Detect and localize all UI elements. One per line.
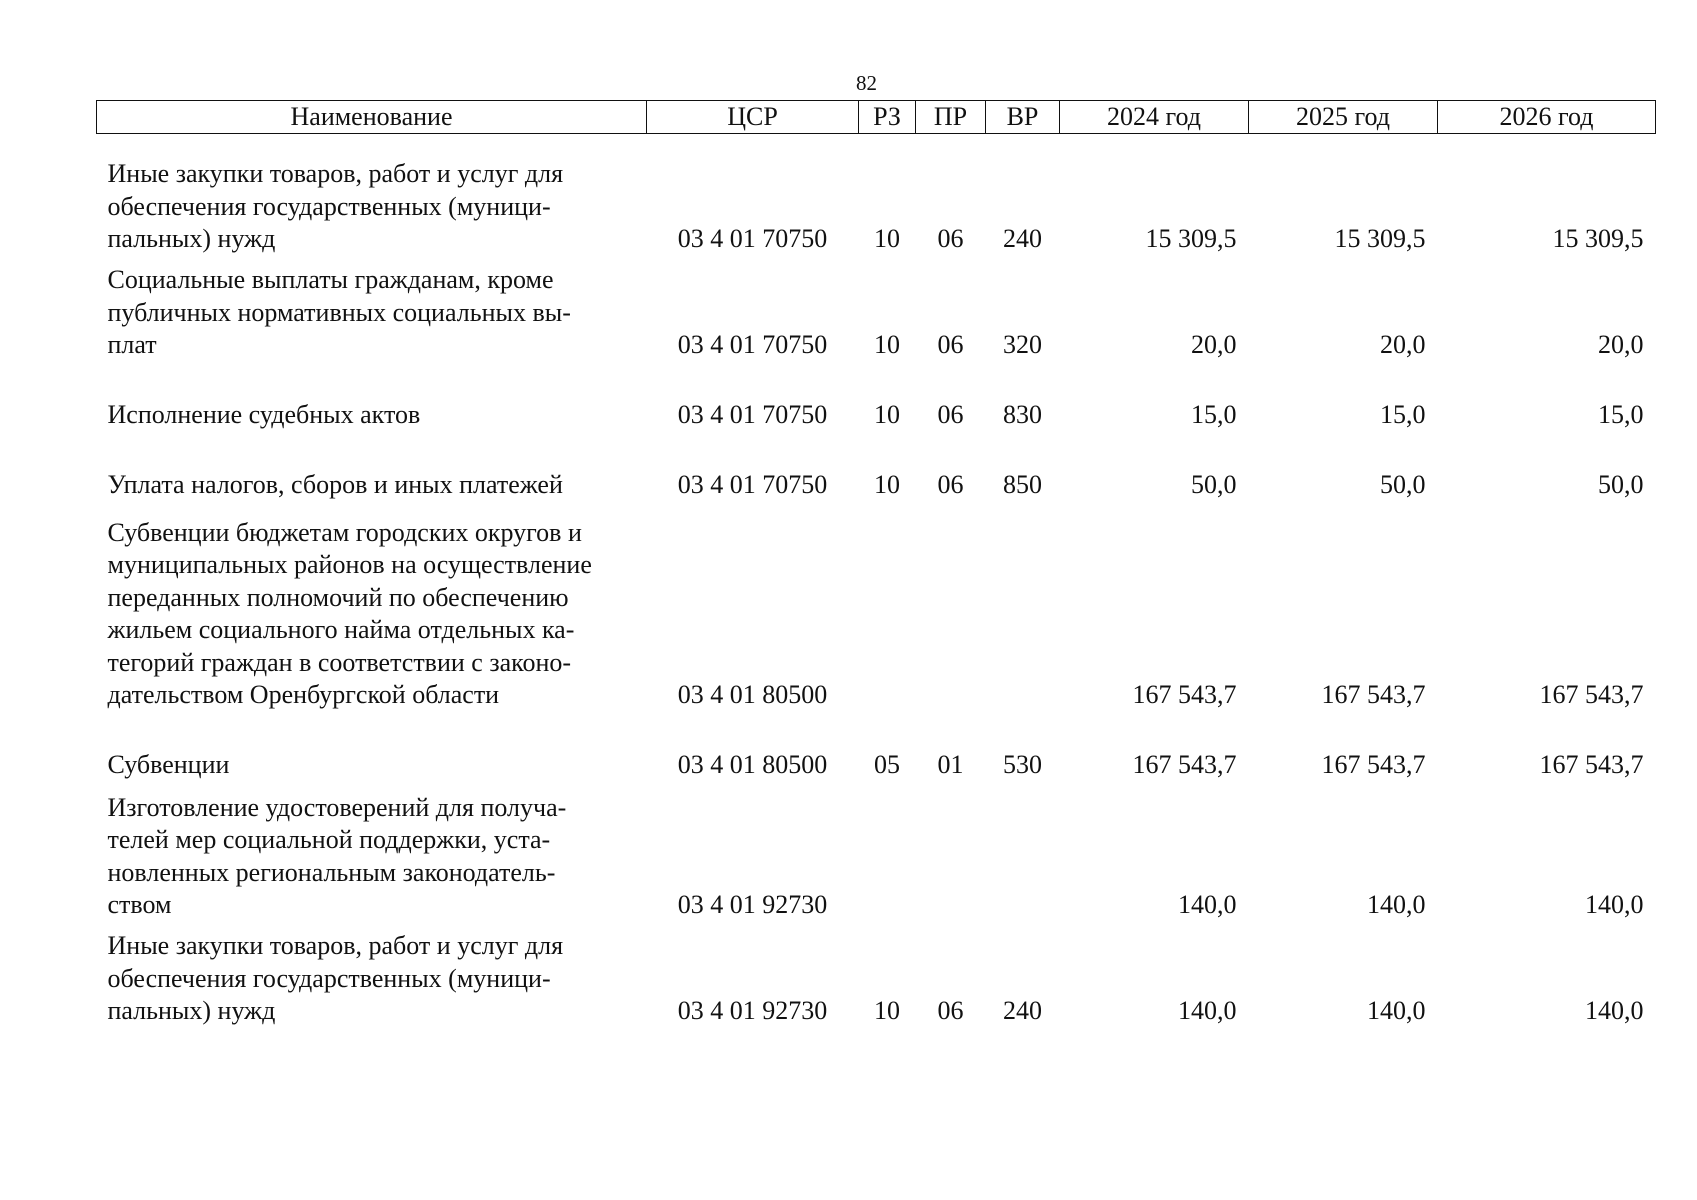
row-name bbox=[97, 782, 647, 922]
row-pr bbox=[916, 502, 986, 712]
row-amount-2026: 50,0 bbox=[1598, 470, 1644, 499]
row-name bbox=[97, 922, 647, 1028]
row-amount-2024: 167 543,7 bbox=[1132, 750, 1237, 779]
header-2024: 2024 год bbox=[1060, 101, 1249, 134]
row-amount-2024: 167 543,7 bbox=[1132, 680, 1237, 709]
table-row bbox=[97, 922, 1656, 1028]
table-header bbox=[97, 101, 1656, 134]
table-row bbox=[97, 362, 1656, 432]
row-pr: 06 bbox=[937, 224, 964, 253]
row-amount-2024: 20,0 bbox=[1191, 330, 1237, 359]
row-name-line: тегорий граждан в соответствии с законо- bbox=[107, 647, 572, 677]
row-vr: 320 bbox=[1003, 330, 1042, 359]
row-amount-2025: 167 543,7 bbox=[1321, 750, 1426, 779]
row-vr: 240 bbox=[1003, 224, 1042, 253]
table-body bbox=[97, 134, 1656, 1028]
header-pr: ПР bbox=[916, 101, 986, 134]
header-row bbox=[97, 101, 1656, 134]
row-csr: 03 4 01 80500 bbox=[677, 750, 828, 779]
row-rz: 10 bbox=[874, 224, 900, 253]
row-rz: 10 bbox=[874, 470, 900, 499]
header-vr: ВР bbox=[986, 101, 1060, 134]
row-name bbox=[97, 432, 647, 502]
header-2026: 2026 год bbox=[1438, 101, 1656, 134]
row-name-line: пальных) нужд bbox=[107, 224, 276, 253]
row-name bbox=[97, 256, 647, 362]
table-row bbox=[97, 256, 1656, 362]
row-vr bbox=[986, 782, 1060, 922]
row-name bbox=[97, 362, 647, 432]
row-name-line: публичных нормативных социальных вы- bbox=[107, 297, 571, 327]
row-amount-2025: 140,0 bbox=[1367, 890, 1426, 919]
header-rz: РЗ bbox=[859, 101, 916, 134]
row-vr bbox=[986, 502, 1060, 712]
row-name-line: Изготовление удостоверений для получа- bbox=[107, 792, 567, 822]
header-name: Наименование bbox=[97, 101, 647, 134]
row-name-line: жильем социального найма отдельных ка- bbox=[107, 615, 575, 644]
row-vr: 240 bbox=[1003, 996, 1042, 1025]
header-csr: ЦСР bbox=[647, 101, 859, 134]
row-rz: 10 bbox=[874, 330, 900, 359]
row-name-line: Социальные выплаты гражданам, кроме bbox=[107, 265, 554, 294]
row-amount-2025: 20,0 bbox=[1380, 330, 1426, 359]
row-pr: 01 bbox=[937, 750, 964, 779]
row-amount-2026: 15 309,5 bbox=[1552, 224, 1644, 253]
row-amount-2025: 15,0 bbox=[1380, 400, 1426, 429]
row-csr: 03 4 01 92730 bbox=[677, 996, 828, 1025]
row-amount-2026: 15,0 bbox=[1598, 400, 1644, 429]
row-name-line: Исполнение судебных актов bbox=[107, 400, 421, 429]
row-amount-2026: 140,0 bbox=[1585, 890, 1644, 919]
row-csr: 03 4 01 70750 bbox=[677, 400, 828, 429]
row-csr: 03 4 01 80500 bbox=[677, 680, 828, 709]
row-name-line: переданных полномочий по обеспечению bbox=[107, 582, 569, 612]
row-rz bbox=[859, 502, 916, 712]
row-pr: 06 bbox=[937, 330, 964, 359]
row-csr: 03 4 01 70750 bbox=[677, 470, 828, 499]
budget-table bbox=[96, 100, 1656, 1028]
row-amount-2026: 20,0 bbox=[1598, 330, 1644, 359]
row-name-line: новленных региональным законодатель- bbox=[107, 857, 556, 887]
table-row bbox=[97, 502, 1656, 712]
row-amount-2026: 167 543,7 bbox=[1539, 750, 1644, 779]
row-amount-2024: 15 309,5 bbox=[1145, 224, 1237, 253]
row-amount-2025: 140,0 bbox=[1367, 996, 1426, 1025]
row-pr: 06 bbox=[937, 400, 964, 429]
row-name bbox=[97, 712, 647, 782]
row-rz: 10 bbox=[874, 400, 900, 429]
row-rz: 10 bbox=[874, 996, 900, 1025]
row-name-line: телей мер социальной поддержки, уста- bbox=[107, 825, 551, 854]
row-name-line: плат bbox=[107, 330, 157, 359]
row-rz bbox=[859, 782, 916, 922]
row-rz: 05 bbox=[874, 750, 900, 779]
table-row bbox=[97, 712, 1656, 782]
header-2025: 2025 год bbox=[1249, 101, 1438, 134]
row-name-line: обеспечения государственных (муници- bbox=[107, 963, 551, 993]
row-name-line: дательством Оренбургской области bbox=[107, 680, 500, 709]
row-amount-2025: 50,0 bbox=[1380, 470, 1426, 499]
row-vr: 830 bbox=[1003, 400, 1042, 429]
row-amount-2025: 167 543,7 bbox=[1321, 680, 1426, 709]
row-name-line: пальных) нужд bbox=[107, 996, 276, 1025]
row-name-line: Иные закупки товаров, работ и услуг для bbox=[107, 159, 564, 188]
row-amount-2024: 50,0 bbox=[1191, 470, 1237, 499]
row-amount-2026: 140,0 bbox=[1585, 996, 1644, 1025]
row-name-line: Уплата налогов, сборов и иных платежей bbox=[107, 470, 563, 499]
row-name bbox=[97, 134, 647, 256]
row-amount-2025: 15 309,5 bbox=[1334, 224, 1426, 253]
row-pr: 06 bbox=[937, 996, 964, 1025]
page-number: 82 bbox=[856, 71, 877, 95]
row-vr: 850 bbox=[1003, 470, 1042, 499]
row-name-line: муниципальных районов на осуществление bbox=[107, 550, 592, 579]
row-name-line: Субвенции bbox=[107, 750, 230, 779]
row-name-line: Субвенции бюджетам городских округов и bbox=[107, 517, 582, 547]
row-vr: 530 bbox=[1003, 750, 1042, 779]
row-name-line: ством bbox=[107, 890, 172, 919]
table-row bbox=[97, 432, 1656, 502]
row-name bbox=[97, 502, 647, 712]
row-csr: 03 4 01 70750 bbox=[677, 330, 828, 359]
row-amount-2024: 140,0 bbox=[1178, 890, 1237, 919]
budget-table-container bbox=[96, 100, 1655, 1028]
row-csr: 03 4 01 70750 bbox=[677, 224, 828, 253]
table-row bbox=[97, 134, 1656, 256]
row-pr bbox=[916, 782, 986, 922]
row-pr: 06 bbox=[937, 470, 964, 499]
row-amount-2026: 167 543,7 bbox=[1539, 680, 1644, 709]
table-row bbox=[97, 782, 1656, 922]
row-amount-2024: 140,0 bbox=[1178, 996, 1237, 1025]
row-name-line: Иные закупки товаров, работ и услуг для bbox=[107, 931, 564, 960]
row-amount-2024: 15,0 bbox=[1191, 400, 1237, 429]
row-csr: 03 4 01 92730 bbox=[677, 890, 828, 919]
row-name-line: обеспечения государственных (муници- bbox=[107, 191, 551, 221]
